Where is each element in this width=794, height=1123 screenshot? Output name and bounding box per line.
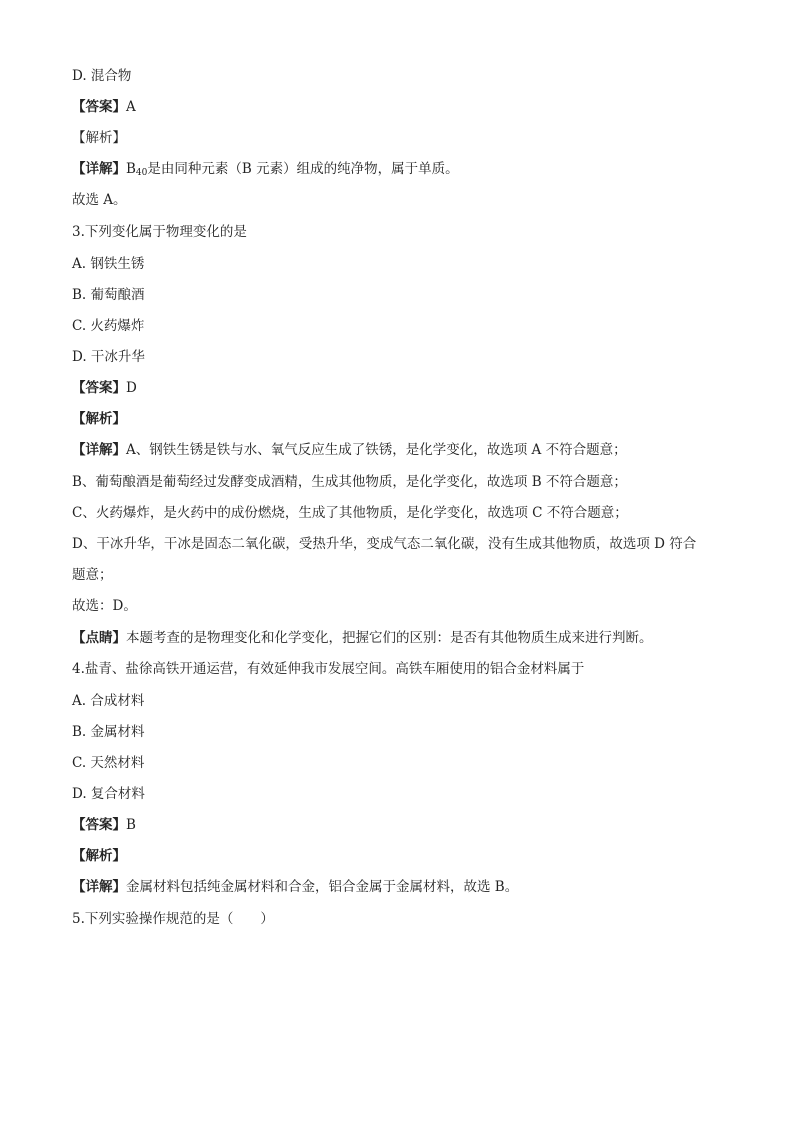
detail-post: 是由同种元素（B 元素）组成的纯净物，属于单质。 xyxy=(147,161,459,177)
answer-tag: 【答案】 xyxy=(72,380,126,396)
q3-detail-a xyxy=(72,441,627,459)
q5-question: 5.下列实验操作规范的是（ ） xyxy=(72,911,274,927)
answer-tag: 【答案】 xyxy=(72,817,126,833)
detail-subscript: 40 xyxy=(135,168,148,178)
q3-analysis-tag: 【解析】 xyxy=(72,411,126,427)
q3-detail-b: B、葡萄酿酒是葡萄经过发酵变成酒精，生成其他物质，是化学变化，故选项 B 不符合题意； xyxy=(72,474,627,490)
answer-value: D xyxy=(126,380,137,396)
answer-value: A xyxy=(126,99,136,115)
answer-tag: 【答案】 xyxy=(72,99,126,115)
comment-text: 本题考查的是物理变化和化学变化，把握它们的区别：是否有其他物质生成来进行判断。 xyxy=(126,630,653,646)
q3-answer xyxy=(72,379,137,397)
comment-tag: 【点睛】 xyxy=(72,630,126,646)
detail-pre: B xyxy=(126,161,136,177)
q4-option-a: A. 合成材料 xyxy=(72,693,145,709)
q3-option-c: C. 火药爆炸 xyxy=(72,318,145,334)
q2-detail xyxy=(72,160,459,182)
detail-text: A、钢铁生锈是铁与水、氧气反应生成了铁锈，是化学变化，故选项 A 不符合题意； xyxy=(126,442,627,458)
q3-detail-c: C、火药爆炸，是火药中的成份燃烧，生成了其他物质，是化学变化，故选项 C 不符合题意； xyxy=(72,505,628,521)
q3-detail-d-line1: D、干冰升华，干冰是固态二氧化碳，受热升华，变成气态二氧化碳，没有生成其他物质，故选项 D 符合 xyxy=(72,536,697,552)
q3-comment xyxy=(72,629,653,647)
q2-conclusion: 故选 A。 xyxy=(72,192,127,208)
q4-option-d: D. 复合材料 xyxy=(72,786,145,802)
detail-tag: 【详解】 xyxy=(72,879,126,895)
detail-tag: 【详解】 xyxy=(72,442,126,458)
q4-analysis-tag: 【解析】 xyxy=(72,848,126,864)
q2-analysis-tag: 【解析】 xyxy=(72,130,126,146)
q4-answer xyxy=(72,816,136,834)
detail-text: 金属材料包括纯金属材料和合金，铝合金属于金属材料，故选 B。 xyxy=(126,879,519,895)
q3-conclusion: 故选：D。 xyxy=(72,598,137,614)
q4-option-c: C. 天然材料 xyxy=(72,755,145,771)
detail-tag: 【详解】 xyxy=(72,161,126,177)
q4-option-b: B. 金属材料 xyxy=(72,724,145,740)
q3-detail-d-line2: 题意； xyxy=(72,567,113,583)
q3-question: 3.下列变化属于物理变化的是 xyxy=(72,224,247,240)
q3-option-a: A. 钢铁生锈 xyxy=(72,256,145,272)
q4-detail xyxy=(72,878,518,896)
q2-option-d: D. 混合物 xyxy=(72,68,132,84)
answer-value: B xyxy=(126,817,136,833)
q3-option-b: B. 葡萄酿酒 xyxy=(72,287,145,303)
q4-question: 4.盐青、盐徐高铁开通运营，有效延伸我市发展空间。高铁车厢使用的铝合金材料属于 xyxy=(72,661,585,677)
q2-answer xyxy=(72,98,136,116)
q3-option-d: D. 干冰升华 xyxy=(72,349,145,365)
